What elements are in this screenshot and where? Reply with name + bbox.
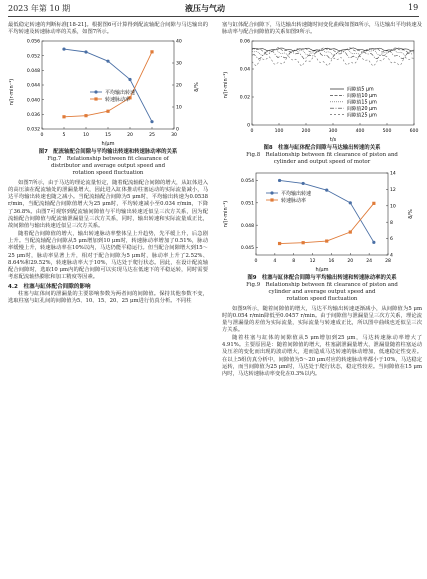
data-point-fluctuation xyxy=(62,115,65,118)
x-tick-label: 300 xyxy=(328,128,338,134)
plot-frame xyxy=(256,173,388,255)
paragraph: 如图7所示，由于马达的理论流量恒定，随着配流轴配合间隙的增大，从缸体进入的高压油在配流轴处的泄漏量增大，因此进入缸体推动柱塞运动的实际流量减小，马达平均输出转速也随之减小。当配流轴配合间隙为5 μm时，平均输出转速为0.0538 r/min，当配流轴配合间隙值增大为25 μm时，平均转速减小至0.034 r/min，下降了36.8%。由图7可观察到配流轴间隙值与平均输出转速近似呈三次方关系，因为配流轴配合间隙值与配流轴泄漏量呈三次方关系，同时，输出转速和实际流量成正比，故间隙值与输出转速近似呈三次方关系。 xyxy=(8,179,208,230)
y2-tick-label: 8 xyxy=(390,220,393,226)
figure-8-chart xyxy=(222,37,422,145)
y-tick-label: 0.051 xyxy=(240,201,254,207)
x-tick-label: 30 xyxy=(171,132,177,138)
x-tick-label: 5 xyxy=(62,132,66,138)
legend-marker-speed xyxy=(94,90,97,93)
legend xyxy=(90,89,135,103)
data-point-speed xyxy=(62,47,65,50)
legend-marker-speed xyxy=(270,191,273,194)
figure-7-caption-en: distributor and average output speed and xyxy=(50,162,166,169)
x-tick-label: 16 xyxy=(328,258,335,264)
paragraph: 如图9所示，随着间隙值的增大，马达平均输出转速逐渐减小，从间隙值为5 μm时的0.054 r/min降低至0.0457 r/min。由于间隙值与泄漏量呈三次方关系，理论流量与泄漏量的差值为实际流量，实际流量与转速成正比，所以图中曲线也近似呈三次方关系。 xyxy=(222,305,422,334)
figure-8-caption-en: cylinder and output speed of motor xyxy=(273,158,371,165)
legend-entry: 间隙值10 μm xyxy=(347,93,377,99)
plot-frame xyxy=(42,41,174,129)
y-tick-label: 0 xyxy=(247,123,250,129)
x-tick-label: 20 xyxy=(127,132,133,138)
figure-9 xyxy=(222,169,422,275)
data-point-speed xyxy=(84,50,87,53)
figure-9-caption-en: Fig.9 Relationship between fit clearance of piston and xyxy=(246,281,398,288)
y2-tick-label: 4 xyxy=(390,253,393,259)
y2-tick-label: 14 xyxy=(390,171,396,177)
x-tick-label: 28 xyxy=(385,258,391,264)
header-rule xyxy=(8,16,419,17)
y-tick-label: 0.044 xyxy=(26,83,40,89)
data-point-fluctuation xyxy=(278,242,281,245)
data-point-speed xyxy=(302,181,305,184)
series-line-fluctuation xyxy=(280,203,374,243)
figure-9-caption-en: rotation speed fluctuation xyxy=(286,295,358,302)
paragraph: 柱塞与缸体间的泄漏量的主要影响参数为两者间的间隙值。保持其他参数不变，选取柱塞与缸孔间的间隙值为5、10、15、20、25 μm进行仿真分析。不同柱 xyxy=(8,290,208,305)
paragraph: 塞与缸体配合间隙下，马达输出转速随时间变化曲线如图8所示，马达输出平均转速及脉动率与配合间隙值的关系如图9所示。 xyxy=(222,22,422,36)
y-tick-label: 0.06 xyxy=(239,39,250,45)
figure-7-caption-en: rotation speed fluctuation xyxy=(72,169,144,176)
y-axis-label: n/(r·min⁻¹) xyxy=(9,78,15,105)
x-axis-label: t/s xyxy=(329,136,337,143)
y2-tick-label: 20 xyxy=(176,83,182,89)
x-tick-label: 15 xyxy=(105,132,111,138)
data-point-speed xyxy=(372,240,375,243)
x-tick-label: 12 xyxy=(309,258,316,264)
y-tick-label: 0.056 xyxy=(26,39,40,45)
right-column xyxy=(222,22,422,379)
data-point-speed xyxy=(150,120,153,123)
journal-issue: 2023 年第 10 期 xyxy=(8,4,71,13)
y-tick-label: 0.048 xyxy=(26,68,40,74)
y-tick-label: 0.054 xyxy=(240,178,254,184)
data-point-fluctuation xyxy=(84,114,87,117)
y2-tick-label: 10 xyxy=(176,105,182,111)
x-axis-label: h/μm xyxy=(315,266,329,273)
figure-9-caption-cn: 图9 柱塞与缸体配合间隙与平均输出转速和转速脉动率的关系 xyxy=(247,274,397,281)
x-axis-label: h/μm xyxy=(101,140,115,147)
figure-7-caption-en: Fig.7 Relationship between fit clearance of xyxy=(47,155,169,162)
legend-fluct: 转速脉动率 xyxy=(281,197,307,204)
x-tick-label: 4 xyxy=(273,258,277,264)
y2-tick-label: 6 xyxy=(390,236,393,242)
paragraph: 随着柱塞与缸体的间隙值从5 μm增加到25 μm，马达转速脉动率增大了4.91%。主要原因是：随着间隙值的增大，柱塞副泄漏量增大，泄漏量随着柱塞运动及压差的变化而出现的波动增大，进而造成马达转速的脉动增加，低速稳定性变差。在以上5组仿真分析中，间隙值为5～20 μm对应的转速脉动率都小于10%，马达稳定运转，而当间隙值为25 μm时，马达处于爬行状态，稳定性较差。当间隙值在15 μm内时，马达转速脉动率变化在0.3%以内。 xyxy=(222,334,422,378)
y-tick-label: 0.04 xyxy=(239,67,250,73)
y2-axis-label: δ/% xyxy=(194,81,200,92)
y-tick-label: 0.040 xyxy=(26,97,40,103)
figure-7 xyxy=(8,37,208,149)
x-tick-label: 0 xyxy=(254,258,258,264)
y-tick-label: 0.032 xyxy=(26,127,40,133)
x-tick-label: 0 xyxy=(250,128,254,134)
figure-8-caption-en: Fig.8 Relationship between fit clearance of piston and xyxy=(246,151,398,158)
x-tick-label: 8 xyxy=(292,258,296,264)
y-tick-label: 0.036 xyxy=(26,112,40,118)
data-point-fluctuation xyxy=(302,241,305,244)
legend-marker-fluct xyxy=(94,97,97,100)
y2-tick-label: 40 xyxy=(176,39,182,45)
legend-entry: 间隙值5 μm xyxy=(347,87,374,93)
y2-axis-label: δ/% xyxy=(408,208,414,219)
data-point-fluctuation xyxy=(349,230,352,233)
x-tick-label: 500 xyxy=(382,128,392,134)
data-point-speed xyxy=(278,178,281,181)
x-tick-label: 10 xyxy=(83,132,89,138)
page-number: 19 xyxy=(408,3,419,12)
legend-entry: 间隙值15 μm xyxy=(347,100,377,106)
paragraph: 随着配合间隙值的增大，输出转速脉动率整体呈上升趋势，先平缓上升，后急剧上升。当配流轴配合间隙从5 μm增加到10 μm时，转速脉动率增加了0.51%，脉动率缓慢上升，转速脉动率在10%以内，马达仍能平稳运行。但当配合间隙增大到15～25 μm时，脉动率显著上升，相对于配合间隙为5 μm时，脉动率上升了2.52%、8.64%和29.52%，转速脉动率大于10%，马达处于爬行状态。因此，在设计配流轴配合间隙时，选取10 μm内的配合间隙可以实现马达在低速下的平稳运转，同时需要考虑配流轴热膨胀和加工精度等因素。 xyxy=(8,230,208,281)
legend-marker-fluct xyxy=(270,198,273,201)
legend-speed: 平均输出转速 xyxy=(281,190,312,197)
page-header xyxy=(0,0,427,16)
y-axis-label: n/(r·min⁻¹) xyxy=(223,71,229,98)
figure-9-chart xyxy=(222,169,422,275)
legend-entry: 间隙值25 μm xyxy=(347,112,377,118)
legend-fluct: 转速脉动率 xyxy=(105,96,131,103)
x-tick-label: 400 xyxy=(355,128,365,134)
x-tick-label: 100 xyxy=(274,128,284,134)
data-point-speed xyxy=(106,59,109,62)
left-column xyxy=(8,22,208,305)
y-tick-label: 0.045 xyxy=(240,245,254,251)
data-point-speed xyxy=(349,201,352,204)
data-point-speed xyxy=(325,188,328,191)
x-tick-label: 0 xyxy=(40,132,44,138)
y2-tick-label: 0 xyxy=(176,127,179,133)
data-point-fluctuation xyxy=(325,239,328,242)
figure-8-caption-cn: 图8 柱塞与缸体配合间隙与马达输出转速的关系 xyxy=(263,144,381,151)
figure-7-chart xyxy=(8,37,208,149)
legend-entry: 间隙值20 μm xyxy=(347,106,377,112)
x-tick-label: 25 xyxy=(149,132,155,138)
legend xyxy=(266,190,311,204)
x-tick-label: 20 xyxy=(347,258,354,264)
y-tick-label: 0.052 xyxy=(26,53,40,59)
plot-frame xyxy=(252,41,414,125)
data-point-fluctuation xyxy=(150,50,153,53)
y2-tick-label: 30 xyxy=(176,61,182,67)
y-tick-label: 0.048 xyxy=(240,223,254,229)
x-tick-label: 200 xyxy=(301,128,311,134)
data-point-fluctuation xyxy=(372,201,375,204)
x-tick-label: 600 xyxy=(409,128,419,134)
figure-7-caption-cn: 图7 配流轴配合间隙与平均输出转速和转速脉动率的关系 xyxy=(38,148,178,155)
y2-tick-label: 12 xyxy=(390,187,396,193)
y-axis-label: n/(r·min⁻¹) xyxy=(223,200,229,227)
y2-tick-label: 10 xyxy=(390,203,396,209)
data-point-fluctuation xyxy=(106,109,109,112)
section-heading: 4.2 柱塞与缸体配合间隙的影响 xyxy=(8,283,91,290)
x-tick-label: 24 xyxy=(366,258,373,264)
y-tick-label: 0.02 xyxy=(239,95,250,101)
legend-speed: 平均输出转速 xyxy=(105,89,136,96)
journal-title: 液压与气动 xyxy=(185,3,225,13)
figure-8 xyxy=(222,37,422,145)
data-point-speed xyxy=(128,77,131,80)
paragraph: 最低稳定转速的判断标准[18-21]。根据图6可计算得到配流轴配合间隙与马达输出的平均转速及转速脉动率的关系，如图7所示。 xyxy=(8,22,208,36)
figure-9-caption-en: cylinder and average output speed and xyxy=(268,288,376,295)
